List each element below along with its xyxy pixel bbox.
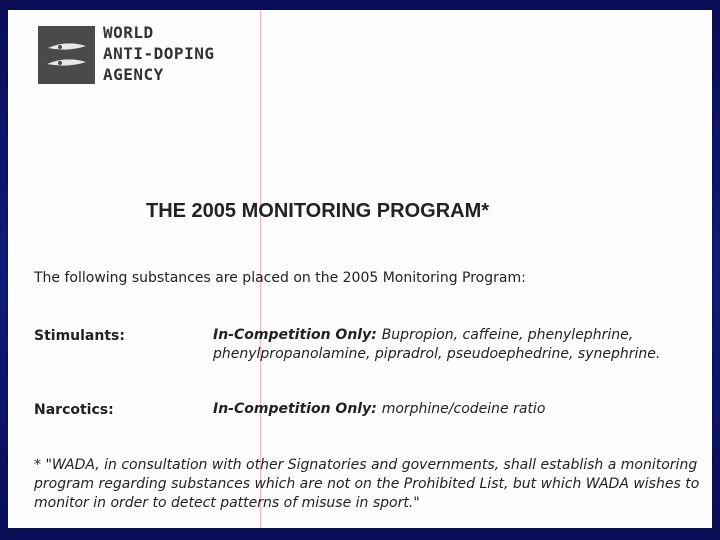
logo-line: ANTI-DOPING: [103, 44, 215, 63]
section-label-stimulants: Stimulants:: [34, 328, 125, 344]
section-body-narcotics: [213, 400, 703, 419]
section-body-stimulants: [213, 326, 703, 364]
logo-wordmark: [103, 22, 214, 85]
logo-line: AGENCY: [103, 65, 164, 84]
section-items: Bupropion, caffeine, phenylephrine, phenylpropanolamine, pipradrol, pseudoephedrine, synephrine.: [213, 327, 661, 362]
footnote: * "WADA, in consultation with other Signatories and governments, shall establish a monitoring program regarding substances which are not on the Prohibited List, but which WADA wishes to monitor in order to detect patterns of misuse in sport.": [34, 457, 700, 511]
section-label-narcotics: Narcotics:: [34, 402, 114, 418]
scanned-document: [8, 10, 712, 528]
section-lead: In-Competition Only:: [213, 327, 382, 343]
document-title: THE 2005 MONITORING PROGRAM*: [146, 200, 490, 222]
intro-text: The following substances are placed on the 2005 Monitoring Program:: [34, 270, 526, 286]
wada-logo-icon: [38, 26, 95, 84]
section-lead: In-Competition Only:: [213, 401, 382, 417]
logo-line: WORLD: [103, 23, 154, 42]
margin-line: [260, 10, 261, 528]
section-items: morphine/codeine ratio: [381, 401, 546, 417]
